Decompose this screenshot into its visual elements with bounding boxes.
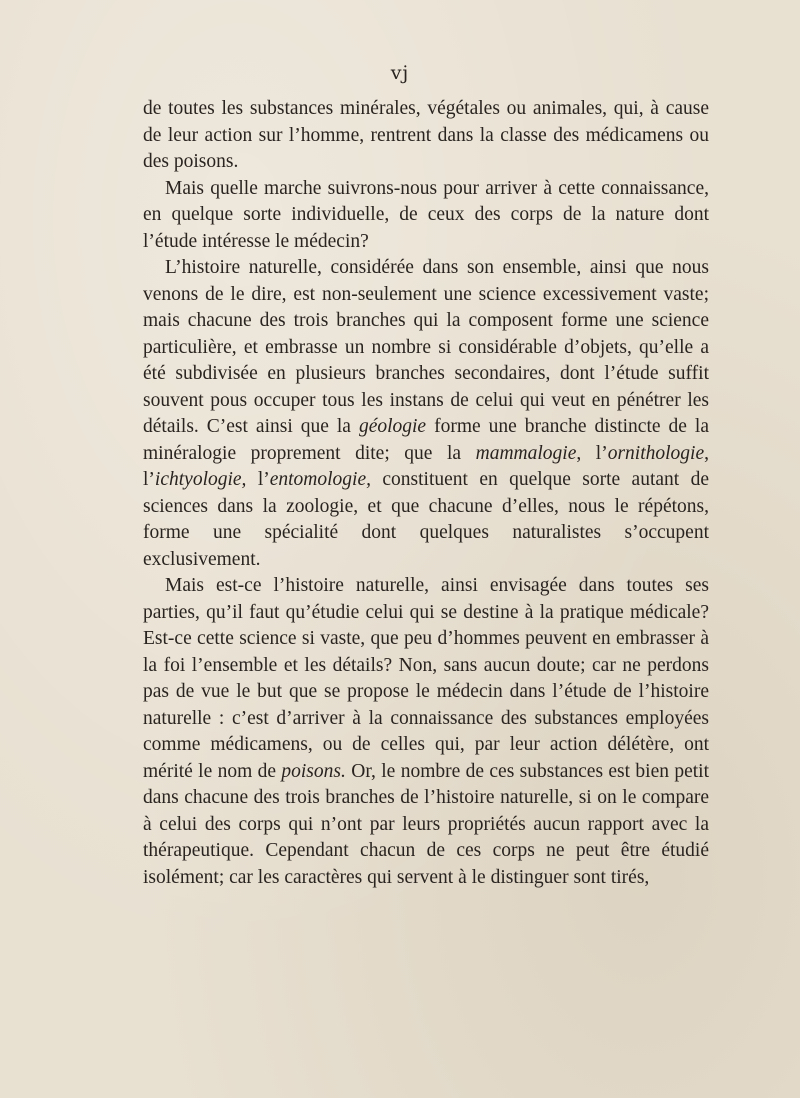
text-run: Mais est-ce l’histoire naturelle, ainsi envisagée dans toutes ses parties, qu’il faut qu’étudie celui qui se destine à la pratique médicale? Est-ce cette science si vaste, que peu d’hommes peuvent en embrasser à la foi l’ensemble et les détails? Non, sans aucun doute; car ne perdons pas de vue le but que se propose le médecin dans l’étude de l’histoire naturelle : c’est d’arriver à la connaissance des substances employées comme médicamens, ou de celles qui, par leur action délétère, ont mérité le nom de	[143, 575, 709, 782]
text-run: de toutes les substances minérales, végétales ou animales, qui, à cause de leur action sur l’homme, rentrent dans la classe des médicamens ou des poisons.	[143, 98, 709, 172]
italic-term: poisons.	[281, 760, 346, 782]
paragraph	[143, 255, 709, 573]
page-number: vj	[390, 62, 410, 84]
italic-term: mammalogie	[475, 442, 577, 464]
paragraph	[143, 573, 709, 891]
italic-term: ichtyologie,	[154, 469, 247, 490]
italic-term: géologie	[358, 416, 427, 437]
text-run: , l’	[576, 442, 608, 464]
text-run: L’histoire naturelle, considérée dans son ensemble, ainsi que nous venons de le dire, est non-seulement une science excessivement vaste; mais chacune des trois branches qui la composent forme une science particulière, et embrasse un nombre si considérable d’objets, qu’elle a été subdivisée en plusieurs branches secondaires, dont l’étude suffit souvent pous occuper tous les instans de celui qui veut en pénétrer les détails. C’est ainsi que la	[143, 257, 709, 437]
italic-term: entomologie,	[269, 469, 372, 490]
italic-term: ornithologie	[607, 442, 705, 464]
text-run: forme une branche distincte de la minéralogie proprement dite; que la	[143, 416, 709, 464]
text-run: Or, le nombre de ces substances est bien petit dans chacune des trois branches de l’histoire naturelle, si on le compare à celui des corps qui n’ont par leurs propriétés aucun rapport avec la thérapeutique. Cependant chacun de ces corps ne peut être étudié isolément; car les caractères qui servent à le distinguer sont tirés,	[143, 760, 710, 888]
text-run: constituent en quelque sorte autant de sciences dans la zoologie, et que chacune d’elles, nous le répétons, forme une spécialité dont quelques naturalistes s’occupent exclusivement.	[143, 469, 709, 570]
body-text	[143, 96, 709, 891]
text-run: l’	[246, 469, 270, 490]
text-run: , l’	[143, 442, 709, 490]
paragraph	[143, 96, 709, 176]
paragraph	[143, 176, 709, 256]
text-run: Mais quelle marche suivrons-nous pour arriver à cette connaissance, en quelque sorte individuelle, de ceux des corps de la nature dont l’étude intéresse le médecin?	[143, 177, 709, 252]
